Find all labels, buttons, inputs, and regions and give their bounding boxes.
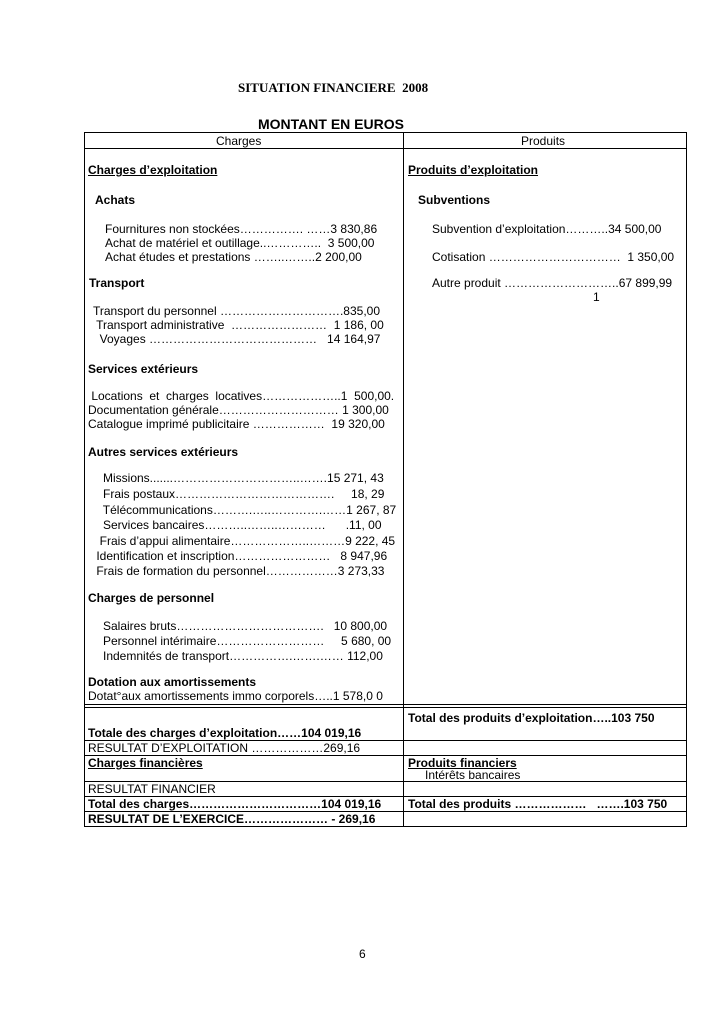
total-charges: Total des charges……………………………104 019,16 [88,797,382,811]
achats-heading: Achats [95,193,136,207]
list-item: Catalogue imprimé publicitaire ……………… 19 320,00 [88,417,385,431]
resultat-exercice: RESULTAT DE L’EXERCICE………………… - 269,16 [88,812,376,826]
list-item: Documentation générale………………………… 1 300,00 [88,403,389,417]
autre-produit-continuation: 1 [593,290,600,304]
page-number: 6 [359,947,366,961]
right-border [686,132,687,827]
list-item: Frais d’appui alimentaire………………..………9 222, 45 [93,534,396,548]
list-item: Missions.......…………………………..…….15 271, 43 [93,471,384,485]
list-item: Locations et charges locatives………………..1 500,00. [88,389,395,403]
charges-exploitation-heading: Charges d’exploitation [88,163,218,177]
list-item: Achat études et prestations ……..……..2 200,00 [105,250,362,264]
total-produits-exploitation: Total des produits d’exploitation…..103 750 [408,711,655,725]
list-item: Télécommunications……….…..………….……1 267, 87 [93,503,397,517]
services-heading: Services extérieurs [88,362,199,376]
table-bottom-border [84,826,687,827]
left-border [84,132,85,827]
dotation-line: Dotat°aux amortissements immo corporels…..1 578,0 0 [88,689,383,703]
transport-heading: Transport [89,276,145,290]
personnel-heading: Charges de personnel [88,591,215,605]
subventions-heading: Subventions [418,193,491,207]
header-bottom-border [84,148,687,149]
list-item: Transport administrative …………………… 1 186, 00 [93,318,384,332]
list-item: Fournitures non stockées……………. ……3 830,86 [105,222,378,236]
dotation-heading: Dotation aux amortissements [88,675,257,689]
list-item: Frais de formation du personnel………………3 273,33 [93,564,385,578]
header-produits: Produits [521,134,566,148]
charges-financieres-heading: Charges financières [88,756,203,770]
subvention-exploitation: Subvention d’exploitation………..34 500,00 [432,222,662,236]
list-item: Voyages …………………………………… 14 164,97 [93,332,381,346]
document-subtitle: MONTANT EN EUROS [258,116,404,132]
total-charges-exploitation: Totale des charges d’exploitation……104 019,16 [88,726,362,740]
list-item: Transport du personnel ………………………….835,00 [93,304,380,318]
produits-exploitation-heading: Produits d’exploitation [408,163,539,177]
interets-bancaires: Intérêts bancaires [425,768,521,782]
cotisation: Cotisation …………………………… 1 350,00 [432,250,675,264]
list-item: Identification et inscription…………………… 8 947,96 [93,549,388,563]
list-item: Indemnités de transport…………….…….…… 112,00 [93,649,383,663]
total-produits: Total des produits ……………… …….103 750 [408,797,668,811]
resultat-financier: RESULTAT FINANCIER [88,782,216,796]
autre-produit: Autre produit ………………………..67 899,99 [432,276,673,290]
autres-services-heading: Autres services extérieurs [88,445,239,459]
list-item: Personnel intérimaire……………………… 5 680, 00 [93,634,392,648]
resultat-exploitation: RESULTAT D’EXPLOITATION ………………269,16 [88,741,361,755]
list-item: Frais postaux…………………………………. 18, 29 [93,487,385,501]
separator-line [84,707,687,708]
list-item: Achat de matériel et outillage..………….. 3 500,00 [105,236,375,250]
produits-financiers-heading: Produits financiers [408,756,517,770]
header-charges: Charges [216,134,262,148]
list-item: Services bancaires………..……..………… .11, 00 [93,518,382,532]
table-top-border [84,132,687,133]
column-divider [403,132,404,827]
document-title: SITUATION FINANCIERE 2008 [238,80,429,95]
separator-line [84,704,687,705]
list-item: Salaires bruts………………………………. 10 800,00 [93,619,388,633]
